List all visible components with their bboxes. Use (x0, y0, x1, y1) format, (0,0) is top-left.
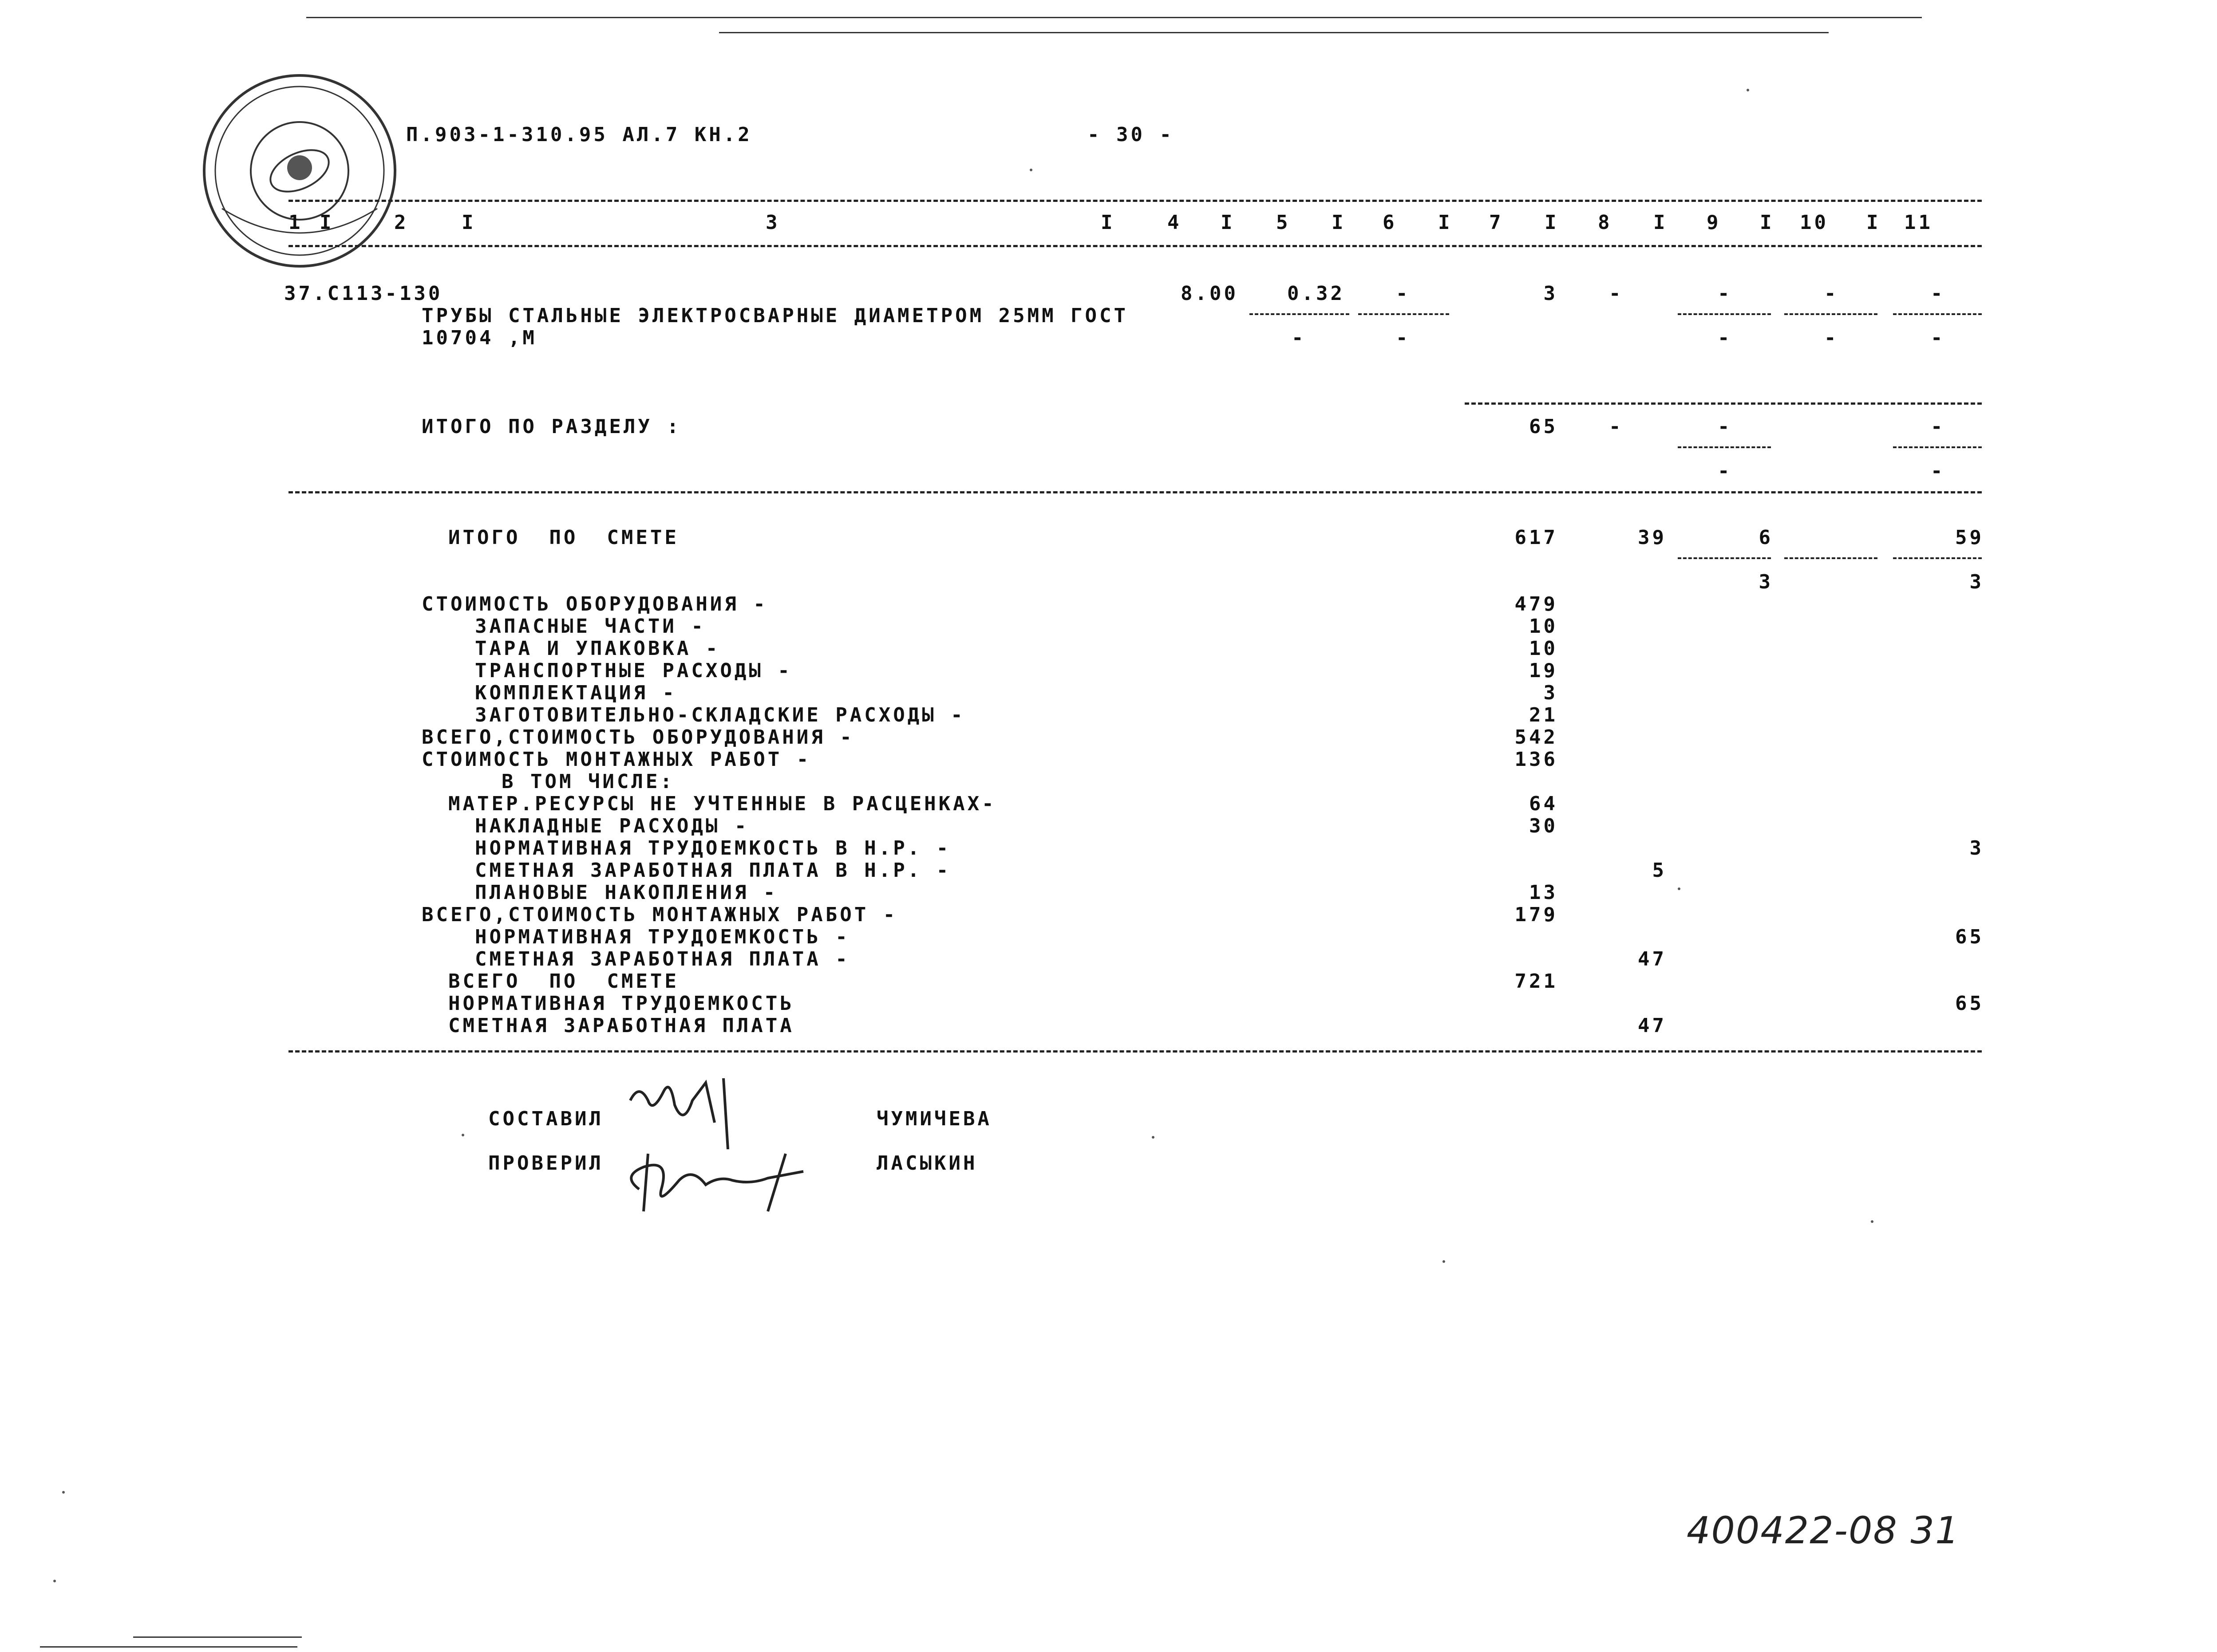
summary-row-col7: 30 (1529, 815, 1558, 837)
item-col6: - (1396, 282, 1411, 305)
summary-row-label: НОРМАТИВНАЯ ТРУДОЕМКОСТЬ - (475, 926, 850, 948)
item-sub-col10: - (1824, 327, 1839, 349)
summary-row-col8: 5 (1652, 859, 1667, 882)
section-total-label: ИТОГО ПО РАЗДЕЛУ : (422, 415, 681, 438)
summary-row-label: СТОИМОСТЬ МОНТАЖНЫХ РАБОТ - (422, 748, 811, 771)
summary-row-label: СМЕТНАЯ ЗАРАБОТНАЯ ПЛАТА В Н.Р. - (475, 859, 951, 882)
summary-row-label: КОМПЛЕКТАЦИЯ - (475, 682, 677, 704)
scan-speck (62, 1491, 65, 1494)
section-total-col9: - (1718, 415, 1732, 438)
section-total-col8: - (1609, 415, 1624, 438)
col-header-11: 11 (1904, 211, 1933, 234)
item-sub-rule (1784, 313, 1877, 315)
summary-row-label: СМЕТНАЯ ЗАРАБОТНАЯ ПЛАТА (448, 1014, 794, 1037)
col-header-10: 10 (1800, 211, 1829, 234)
item-sub-rule (1678, 313, 1771, 315)
item-description-line2: 10704 ,М (422, 327, 537, 349)
scan-edge-line (40, 1646, 297, 1648)
section-end-rule (288, 491, 1982, 493)
summary-row-label: ТАРА И УПАКОВКА - (475, 637, 720, 660)
item-sub-rule (1893, 313, 1982, 315)
scan-speck (1678, 887, 1680, 890)
summary-row-label: НАКЛАДНЫЕ РАСХОДЫ - (475, 815, 749, 837)
col-header-9: 9 (1707, 211, 1721, 234)
item-col11: - (1931, 282, 1945, 305)
estimate-total-col9: 6 (1759, 526, 1773, 549)
item-col5: 0.32 (1287, 282, 1345, 305)
table-top-rule (288, 200, 1982, 202)
col-separator: I (1101, 211, 1115, 234)
signature-checked (617, 1136, 812, 1216)
summary-row-label: НОРМАТИВНАЯ ТРУДОЕМКОСТЬ В Н.Р. - (475, 837, 951, 860)
col-separator: I (1866, 211, 1881, 234)
round-stamp (195, 67, 404, 275)
summary-row-col11: 3 (1969, 837, 1984, 860)
scan-edge-line (719, 32, 1829, 33)
item-col7: 3 (1543, 282, 1558, 305)
page-number: - 30 - (1087, 123, 1174, 146)
item-sub-col6: - (1396, 327, 1411, 349)
scan-speck (1747, 89, 1749, 91)
item-sub-col9: - (1718, 327, 1732, 349)
col-header-4: 4 (1167, 211, 1182, 234)
summary-row-col7: 721 (1514, 970, 1558, 993)
summary-row-col11: 65 (1955, 992, 1984, 1015)
summary-row-col8: 47 (1638, 1014, 1667, 1037)
summary-row-label: ВСЕГО,СТОИМОСТЬ МОНТАЖНЫХ РАБОТ - (422, 903, 898, 926)
col-header-5: 5 (1276, 211, 1291, 234)
item-col10: - (1824, 282, 1839, 305)
estimate-total-sub-col11: 3 (1969, 571, 1984, 593)
scan-speck (462, 1134, 464, 1136)
scan-speck (1030, 169, 1032, 171)
summary-row-col7: 136 (1514, 748, 1558, 771)
section-sub-rule (1678, 446, 1771, 448)
col-header-1: 1 (288, 211, 303, 234)
checked-name: ЛАСЫКИН (877, 1152, 978, 1175)
table-bottom-rule (288, 1050, 1982, 1053)
summary-row-col11: 65 (1955, 926, 1984, 948)
section-total-col11: - (1931, 415, 1945, 438)
composed-label: СОСТАВИЛ (488, 1108, 604, 1130)
summary-row-label: СТОИМОСТЬ ОБОРУДОВАНИЯ - (422, 593, 768, 615)
estimate-sub-rule (1893, 557, 1982, 559)
col-header-6: 6 (1383, 211, 1397, 234)
summary-row-col7: 10 (1529, 615, 1558, 638)
composed-name: ЧУМИЧЕВА (877, 1108, 992, 1130)
col-separator: I (1545, 211, 1559, 234)
section-total-rule (1465, 402, 1982, 405)
summary-row-col7: 19 (1529, 659, 1558, 682)
summary-row-label: В ТОМ ЧИСЛЕ: (502, 770, 675, 793)
scan-speck (1152, 1136, 1154, 1139)
section-total-col7: 65 (1529, 415, 1558, 438)
section-total-sub-col9: - (1718, 460, 1732, 482)
summary-row-col7: 479 (1514, 593, 1558, 615)
table-header-rule (288, 245, 1982, 247)
doc-code: П.903-1-310.95 АЛ.7 КН.2 (406, 123, 752, 146)
col-header-3: 3 (766, 211, 780, 234)
summary-row-label: СМЕТНАЯ ЗАРАБОТНАЯ ПЛАТА - (475, 948, 850, 970)
scan-speck (1871, 1220, 1873, 1223)
col-separator: I (320, 211, 334, 234)
col-header-8: 8 (1598, 211, 1612, 234)
item-description-line1: ТРУБЫ СТАЛЬНЫЕ ЭЛЕКТРОСВАРНЫЕ ДИАМЕТРОМ 25ММ ГОСТ (422, 304, 1129, 327)
item-col9: - (1718, 282, 1732, 305)
summary-row-col7: 64 (1529, 792, 1558, 815)
summary-row-col7: 13 (1529, 881, 1558, 904)
summary-row-label: ТРАНСПОРТНЫЕ РАСХОДЫ - (475, 659, 792, 682)
summary-row-label: ЗАПАСНЫЕ ЧАСТИ - (475, 615, 706, 638)
estimate-sub-rule (1678, 557, 1771, 559)
handwritten-number: 400422-08 31 (1687, 1509, 1960, 1552)
summary-row-label: НОРМАТИВНАЯ ТРУДОЕМКОСТЬ (448, 992, 794, 1015)
col-header-7: 7 (1489, 211, 1504, 234)
summary-row-col7: 10 (1529, 637, 1558, 660)
estimate-sub-rule (1784, 557, 1877, 559)
scan-speck (1442, 1260, 1445, 1263)
summary-row-col7: 179 (1514, 903, 1558, 926)
summary-row-label: ПЛАНОВЫЕ НАКОПЛЕНИЯ - (475, 881, 778, 904)
section-total-sub-col11: - (1931, 460, 1945, 482)
summary-row-col7: 3 (1543, 682, 1558, 704)
item-code: 37.С113-130 (284, 282, 443, 305)
item-sub-col11: - (1931, 327, 1945, 349)
col-separator: I (1760, 211, 1774, 234)
col-separator: I (462, 211, 476, 234)
item-sub-rule (1249, 313, 1349, 315)
col-separator: I (1332, 211, 1346, 234)
summary-row-col7: 21 (1529, 704, 1558, 726)
estimate-total-col7: 617 (1514, 526, 1558, 549)
col-separator: I (1221, 211, 1235, 234)
section-sub-rule (1893, 446, 1982, 448)
estimate-total-label: ИТОГО ПО СМЕТЕ (448, 526, 679, 549)
col-separator: I (1438, 211, 1453, 234)
summary-row-label: МАТЕР.РЕСУРСЫ НЕ УЧТЕННЫЕ В РАСЦЕНКАХ- (448, 792, 996, 815)
estimate-total-col8: 39 (1638, 526, 1667, 549)
summary-row-label: ВСЕГО,СТОИМОСТЬ ОБОРУДОВАНИЯ - (422, 726, 854, 749)
scan-edge-line (133, 1636, 302, 1638)
item-col4: 8.00 (1181, 282, 1238, 305)
summary-row-label: ЗАГОТОВИТЕЛЬНО-СКЛАДСКИЕ РАСХОДЫ - (475, 704, 965, 726)
scan-edge-line (306, 17, 1922, 18)
estimate-total-sub-col9: 3 (1759, 571, 1773, 593)
summary-row-col8: 47 (1638, 948, 1667, 970)
col-separator: I (1653, 211, 1668, 234)
checked-label: ПРОВЕРИЛ (488, 1152, 604, 1175)
summary-row-col7: 542 (1514, 726, 1558, 749)
item-col8: - (1609, 282, 1624, 305)
item-sub-col5: - (1292, 327, 1306, 349)
item-sub-rule (1358, 313, 1449, 315)
summary-row-label: ВСЕГО ПО СМЕТЕ (448, 970, 679, 993)
col-header-2: 2 (394, 211, 409, 234)
estimate-total-col11: 59 (1955, 526, 1984, 549)
scan-speck (53, 1580, 56, 1582)
